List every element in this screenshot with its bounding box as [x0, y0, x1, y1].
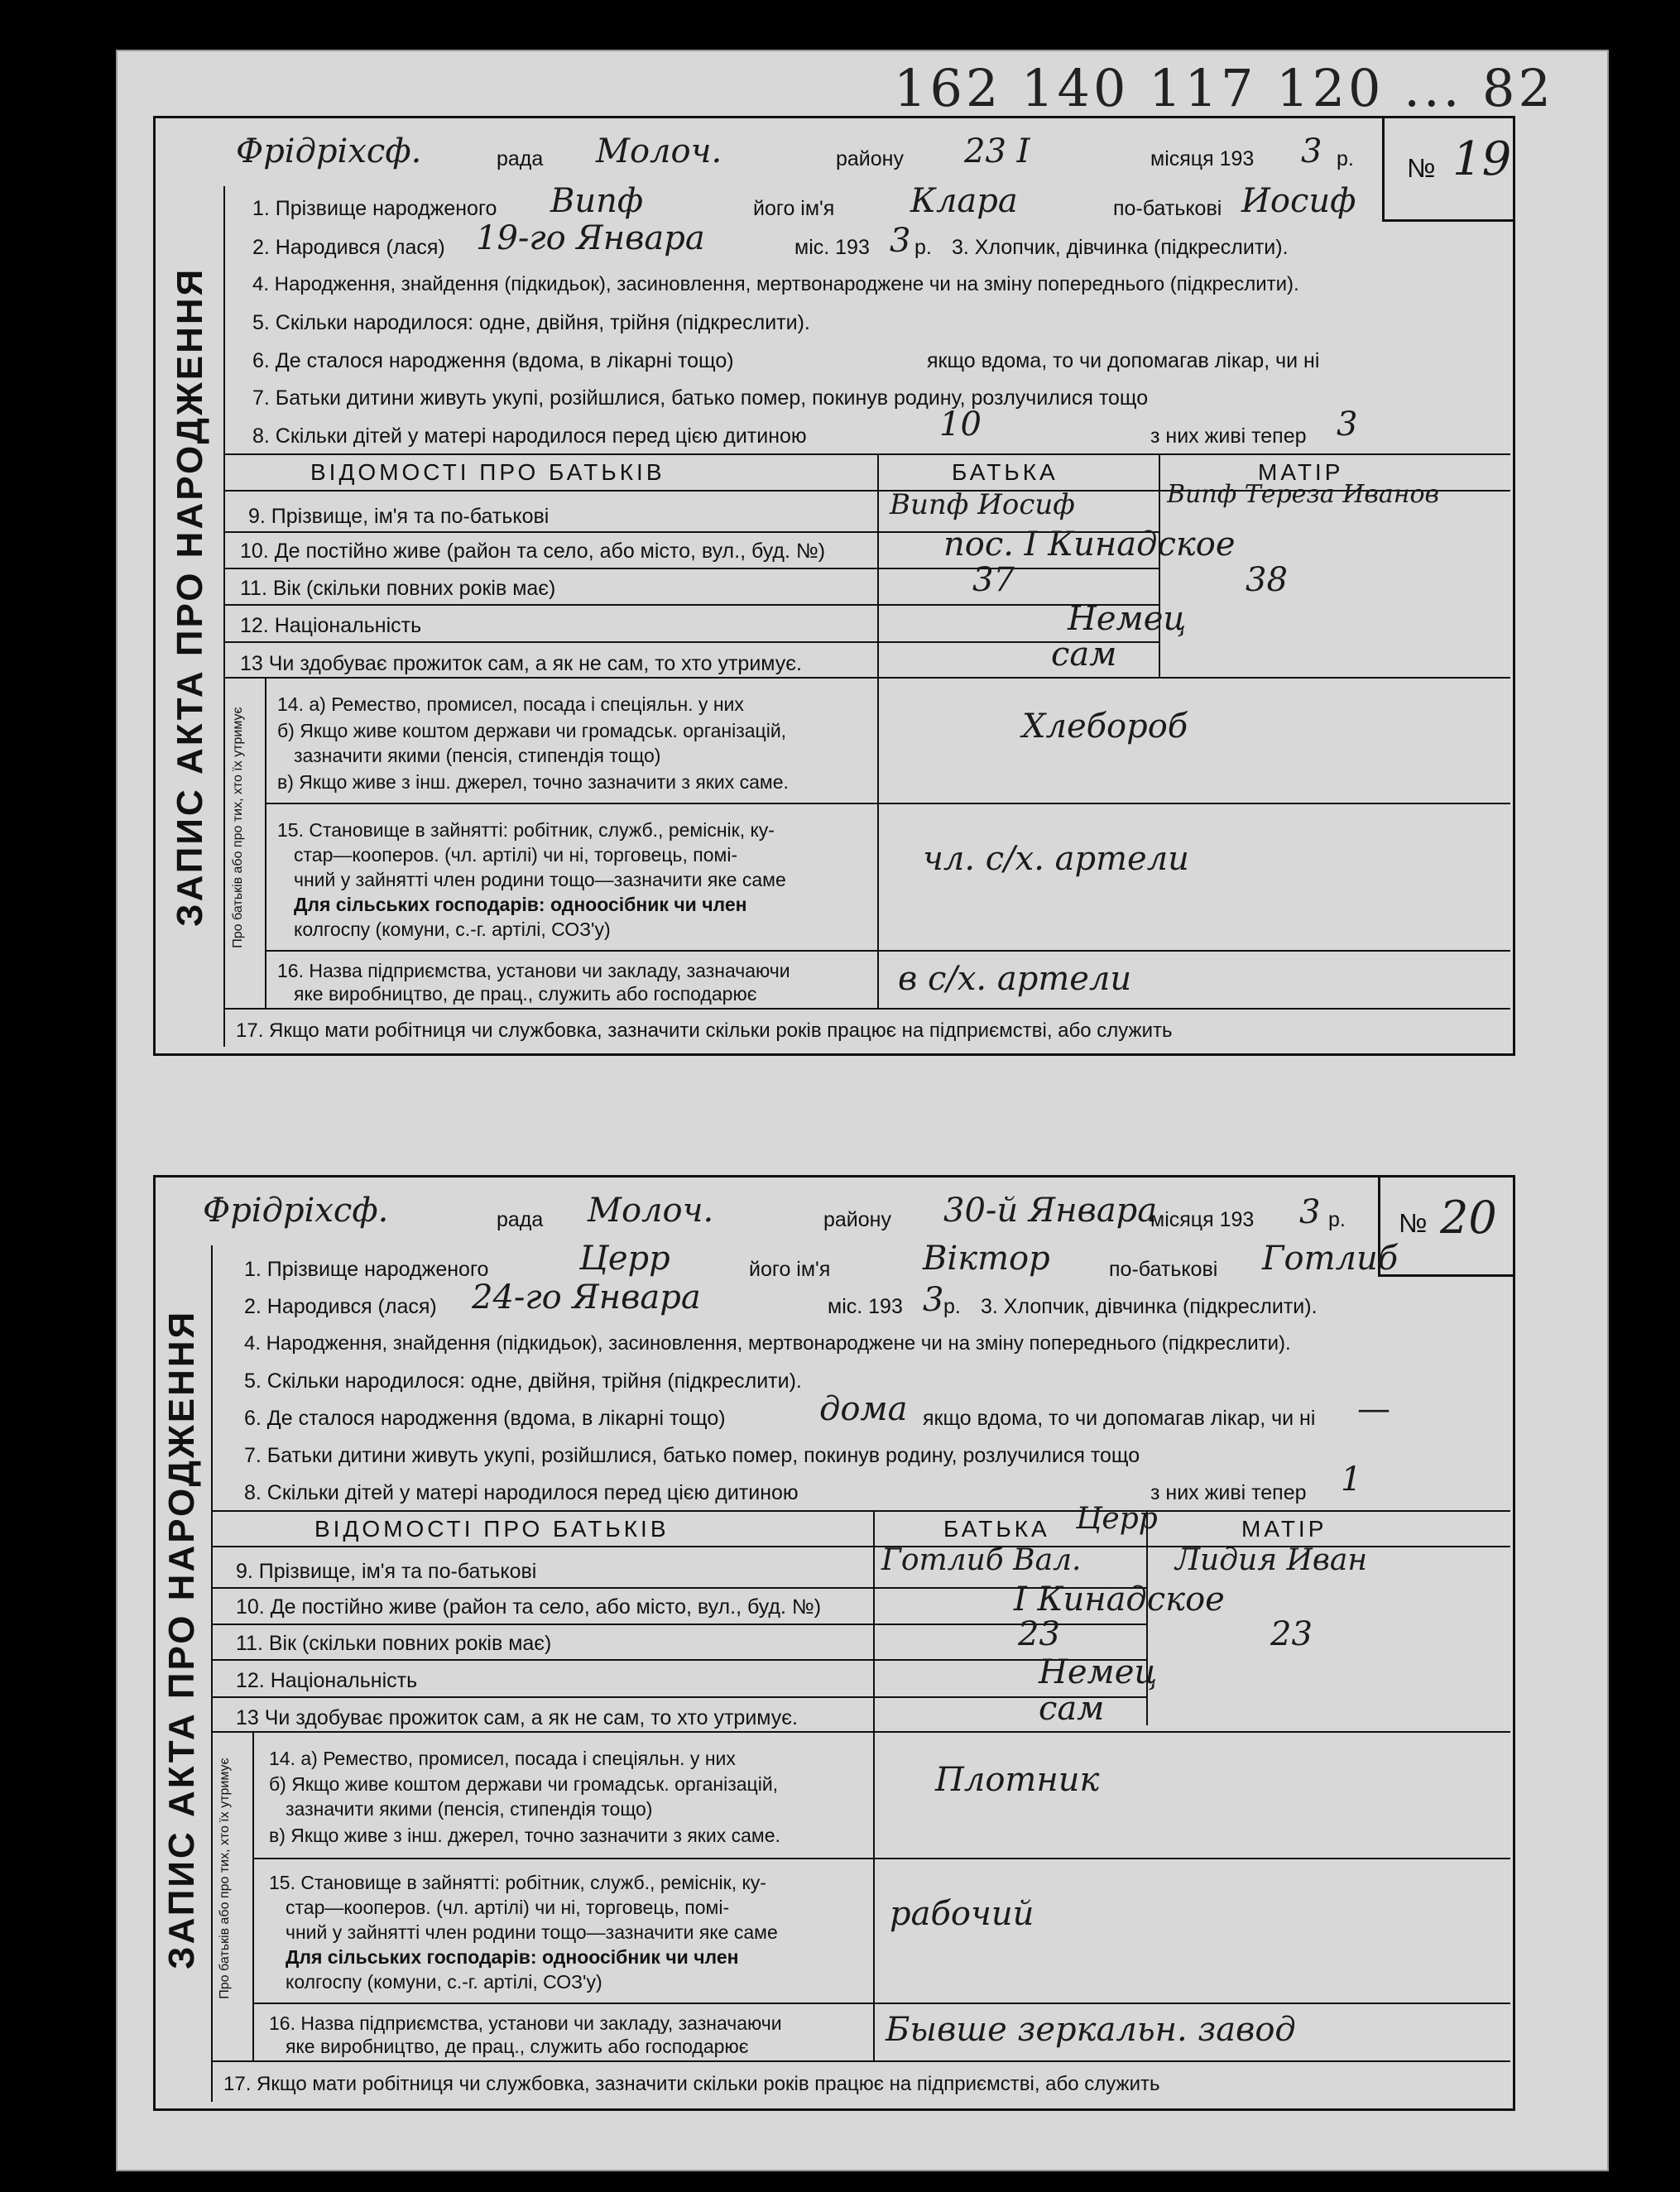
row-14a-label: 14. а) Ремество, промисел, посада і спеціяльн. у них	[277, 693, 744, 715]
archive-numbers: 162 140 117 120 ... 82	[894, 58, 1554, 118]
table-divider-left	[877, 453, 879, 1008]
row-14-rule	[265, 803, 1510, 804]
father-header: БАТЬКА	[952, 459, 1058, 485]
nationality-handwritten: Немец	[1068, 600, 1187, 638]
row-8b-label: з них живі тепер	[1150, 424, 1307, 448]
row-7-label: 7. Батьки дитини живуть укупі, розійшлися, батько помер, покинув родину, розлучилися тощо	[244, 1444, 1140, 1467]
row-15a-label: 15. Становище в зайнятті: робітник, служб., реміснік, ку-	[277, 819, 775, 841]
row-1-patronymic-label: по-батькові	[1113, 197, 1222, 220]
rada-handwritten: Фрідріхсф.	[236, 132, 422, 170]
month-label: місяця 193	[1150, 1208, 1255, 1231]
row-15b-label: стар—кооперов. (чл. артілі) чи ні, торговець, помі-	[286, 1897, 730, 1918]
row-1-patronymic-label: по-батькові	[1109, 1258, 1218, 1281]
children-alive-handwritten: 1	[1341, 1461, 1362, 1499]
position-handwritten: чл. с/х. артели	[923, 840, 1189, 878]
row-14c-label: в) Якщо живе з інш. джерел, точно зазначити з яких саме.	[277, 771, 789, 793]
row-17-label: 17. Якщо мати робітниця чи службовка, зазначити скільки років працює на підприємстві, або служить	[223, 2073, 1160, 2095]
children-alive-handwritten: 3	[1337, 405, 1358, 444]
row-11-label: 11. Вік (скільки повних років має)	[236, 1632, 552, 1655]
row-14b2-label: зазначити якими (пенсія, стипендія тощо)	[286, 1798, 653, 1820]
position-handwritten: рабочий	[890, 1895, 1034, 1933]
side-subtitle: Про батьків або про тих, хто їх утримує	[218, 1758, 232, 1999]
support-handwritten: сам	[1051, 636, 1117, 674]
row-1-label: 1. Прізвище народженого	[244, 1258, 489, 1281]
row-14b2-label: зазначити якими (пенсія, стипендія тощо)	[294, 745, 661, 766]
rayon-label: району	[823, 1208, 891, 1231]
row-14b-label: б) Якщо живе коштом держави чи громадськ. організацій,	[277, 720, 787, 741]
rayon-handwritten: Молоч.	[588, 1192, 714, 1230]
rows-left-border	[211, 1245, 213, 2102]
mother-name-handwritten: Випф Тереза Иванов	[1167, 480, 1440, 509]
row-12-rule	[223, 641, 1159, 643]
side-title: ЗАПИС АКТА ПРО НАРОДЖЕННЯ	[170, 266, 210, 927]
enterprise-handwritten: в с/х. артели	[898, 960, 1132, 998]
row-14a-label: 14. а) Ремество, промисел, посада і спеціяльн. у них	[269, 1748, 736, 1769]
name-handwritten: Віктор	[923, 1240, 1050, 1278]
father-age-handwritten: 23	[1018, 1615, 1060, 1653]
day-handwritten: 30-й Январа	[943, 1192, 1158, 1230]
row-14-rule	[252, 1858, 1510, 1859]
row-15-rule	[265, 950, 1510, 952]
mother-age-handwritten: 23	[1270, 1615, 1313, 1653]
parents-header: ВІДОМОСТІ ПРО БАТЬКІВ	[314, 1516, 670, 1542]
number-label: №	[1399, 1208, 1428, 1238]
row-10-rule	[211, 1624, 1146, 1625]
father-name-handwritten: Готлиб Вал.	[881, 1543, 1082, 1577]
number-handwritten: 20	[1440, 1192, 1497, 1244]
row-15-rule	[252, 2003, 1510, 2004]
number-label: №	[1407, 153, 1436, 183]
row-10-label: 10. Де постійно живе (район та село, або місто, вул., буд. №)	[240, 540, 826, 563]
row-15c-label: чний у зайнятті член родини тощо—зазначити яке саме	[294, 869, 786, 890]
row-2-month-label: міс. 193	[794, 236, 870, 259]
subsection-border	[252, 1731, 254, 2062]
row-7-label: 7. Батьки дитини живуть укупі, розійшлися, батько помер, покинув родину, розлучилися тощо	[252, 386, 1149, 410]
patronymic-handwritten: Иосиф	[1241, 182, 1356, 220]
doctor-handwritten: —	[1357, 1390, 1390, 1428]
month-label: місяця 193	[1150, 147, 1255, 170]
mother-age-handwritten: 38	[1246, 561, 1288, 599]
father-surname-handwritten: Церр	[1076, 1502, 1158, 1536]
row-16-rule	[223, 1008, 1510, 1010]
row-13-rule	[223, 677, 1510, 679]
row-2-year-suffix: р.	[943, 1295, 961, 1318]
patronymic-handwritten: Готлиб	[1262, 1240, 1399, 1278]
rada-handwritten: Фрідріхсф.	[203, 1192, 389, 1230]
row-6b-label: якщо вдома, то чи допомагав лікар, чи ні	[927, 349, 1320, 372]
table-divider-left	[873, 1510, 875, 2060]
occupation-handwritten: Плотник	[935, 1761, 1100, 1799]
row-11-rule	[223, 604, 1159, 606]
mother-header: МАТІР	[1258, 459, 1344, 485]
row-15b-label: стар—кооперов. (чл. артілі) чи ні, торговець, помі-	[294, 844, 738, 866]
row-13-label: 13 Чи здобуває прожиток сам, а як не сам, то хто утримує.	[236, 1706, 798, 1729]
row-16-rule	[211, 2060, 1510, 2062]
row-5-label: 5. Скільки народилося: одне, двійня, трійня (підкреслити).	[252, 311, 810, 334]
address-handwritten: пос. I Кинадское	[943, 525, 1236, 564]
row-16b-label: яке виробництво, де прац., служить або господарює	[294, 983, 757, 1005]
row-16b-label: яке виробництво, де прац., служить або господарює	[286, 2036, 749, 2057]
born-date-handwritten: 19-го Январа	[476, 219, 705, 257]
born-year-handwritten: 3	[923, 1281, 944, 1319]
row-16a-label: 16. Назва підприємства, установи чи закладу, зазначаючи	[269, 2012, 782, 2034]
born-date-handwritten: 24-го Январа	[472, 1278, 701, 1317]
row-1-name-label: його ім'я	[753, 197, 835, 220]
nationality-handwritten: Немец	[1039, 1653, 1158, 1691]
row-3-label: 3. Хлопчик, дівчинка (підкреслити).	[981, 1295, 1318, 1318]
row-15a-label: 15. Становище в зайнятті: робітник, служб., реміснік, ку-	[269, 1872, 766, 1893]
row-15c-label: чний у зайнятті член родини тощо—зазначити яке саме	[286, 1921, 778, 1943]
name-handwritten: Клара	[910, 182, 1018, 220]
row-6-label: 6. Де сталося народження (вдома, в лікарні тощо)	[252, 349, 734, 372]
address-handwritten: I Кинадское	[1014, 1580, 1225, 1619]
side-title: ЗАПИС АКТА ПРО НАРОДЖЕННЯ	[161, 1309, 202, 1969]
row-9-label: 9. Прізвище, ім'я та по-батькові	[248, 505, 550, 528]
row-12-label: 12. Національність	[236, 1669, 418, 1692]
row-8-label: 8. Скільки дітей у матері народилося перед цією дитиною	[244, 1481, 799, 1504]
mother-name-handwritten: Лидия Иван	[1175, 1543, 1368, 1577]
year-suffix: р.	[1337, 147, 1354, 170]
row-16a-label: 16. Назва підприємства, установи чи закладу, зазначаючи	[277, 960, 790, 981]
row-12-rule	[211, 1696, 1146, 1698]
row-11-label: 11. Вік (скільки повних років має)	[240, 577, 556, 600]
rows-left-border	[223, 186, 225, 1047]
row-15e-label: колгоспу (комуни, с.-г. артілі, СОЗ'у)	[294, 919, 611, 940]
row-2-label: 2. Народився (лася)	[244, 1295, 437, 1318]
row-2-label: 2. Народився (лася)	[252, 236, 445, 259]
father-header: БАТЬКА	[943, 1516, 1050, 1542]
table-top-rule	[211, 1510, 1510, 1512]
enterprise-handwritten: Бывше зеркальн. завод	[886, 2011, 1296, 2049]
rada-label: рада	[497, 147, 544, 170]
row-17-label: 17. Якщо мати робітниця чи службовка, зазначити скільки років працює на підприємстві, або служить	[236, 1019, 1173, 1042]
father-name-handwritten: Випф Иосиф	[890, 488, 1075, 521]
row-10-label: 10. Де постійно живе (район та село, або місто, вул., буд. №)	[236, 1595, 822, 1619]
rada-label: рада	[497, 1208, 544, 1231]
rayon-handwritten: Молоч.	[596, 132, 722, 170]
surname-handwritten: Церр	[579, 1240, 670, 1278]
rayon-label: району	[836, 147, 904, 170]
side-subtitle: Про батьків або про тих, хто їх утримує	[231, 707, 245, 948]
row-10-rule	[223, 568, 1159, 569]
children-before-handwritten: 10	[939, 405, 982, 444]
row-15e-label: колгоспу (комуни, с.-г. артілі, СОЗ'у)	[286, 1971, 602, 1993]
parents-header: ВІДОМОСТІ ПРО БАТЬКІВ	[310, 459, 665, 485]
number-handwritten: 19	[1452, 132, 1512, 186]
row-12-label: 12. Національність	[240, 614, 422, 637]
row-4-label: 4. Народження, знайдення (підкидьок), засиновлення, мертвонароджене чи на зміну попереднього (підкреслити).	[244, 1332, 1291, 1355]
table-top-rule	[223, 453, 1510, 455]
row-6-label: 6. Де сталося народження (вдома, в лікарні тощо)	[244, 1407, 726, 1430]
row-9-label: 9. Прізвище, ім'я та по-батькові	[236, 1560, 537, 1583]
row-2-month-label: міс. 193	[828, 1295, 903, 1318]
row-15d-label: Для сільських господарів: одноосібник чи член	[286, 1946, 739, 1968]
birth-place-handwritten: дома	[819, 1390, 908, 1428]
subsection-border	[265, 677, 266, 1008]
row-2-year-suffix: р.	[914, 236, 932, 259]
surname-handwritten: Випф	[550, 182, 644, 220]
row-14b-label: б) Якщо живе коштом держави чи громадськ. організацій,	[269, 1773, 779, 1795]
row-3-label: 3. Хлопчик, дівчинка (підкреслити).	[952, 236, 1289, 259]
row-5-label: 5. Скільки народилося: одне, двійня, трійня (підкреслити).	[244, 1369, 802, 1393]
year-handwritten: 3	[1299, 1193, 1321, 1231]
table-divider-mid	[1159, 453, 1160, 677]
row-11-rule	[211, 1659, 1146, 1661]
row-14c-label: в) Якщо живе з інш. джерел, точно зазначити з яких саме.	[269, 1825, 780, 1846]
row-6b-label: якщо вдома, то чи допомагав лікар, чи ні	[923, 1407, 1316, 1430]
mother-header: МАТІР	[1241, 1516, 1327, 1542]
occupation-handwritten: Хлебороб	[1022, 707, 1188, 746]
support-handwritten: сам	[1039, 1690, 1105, 1728]
row-1-label: 1. Прізвище народженого	[252, 197, 497, 220]
row-9-rule	[211, 1587, 1146, 1589]
row-4-label: 4. Народження, знайдення (підкидьок), засиновлення, мертвонароджене чи на зміну попереднього (підкреслити).	[252, 273, 1299, 295]
row-15d-label: Для сільських господарів: одноосібник чи член	[294, 894, 747, 915]
father-age-handwritten: 37	[972, 561, 1015, 599]
born-year-handwritten: 3	[890, 222, 911, 260]
year-suffix: р.	[1328, 1208, 1346, 1231]
row-8-label: 8. Скільки дітей у матері народилося перед цією дитиною	[252, 424, 807, 448]
row-1-name-label: його ім'я	[749, 1258, 831, 1281]
year-handwritten: 3	[1301, 132, 1322, 170]
row-13-label: 13 Чи здобуває прожиток сам, а як не сам, то хто утримує.	[240, 652, 802, 675]
day-handwritten: 23 I	[964, 132, 1030, 170]
row-8b-label: з них живі тепер	[1150, 1481, 1307, 1504]
row-13-rule	[211, 1731, 1510, 1733]
